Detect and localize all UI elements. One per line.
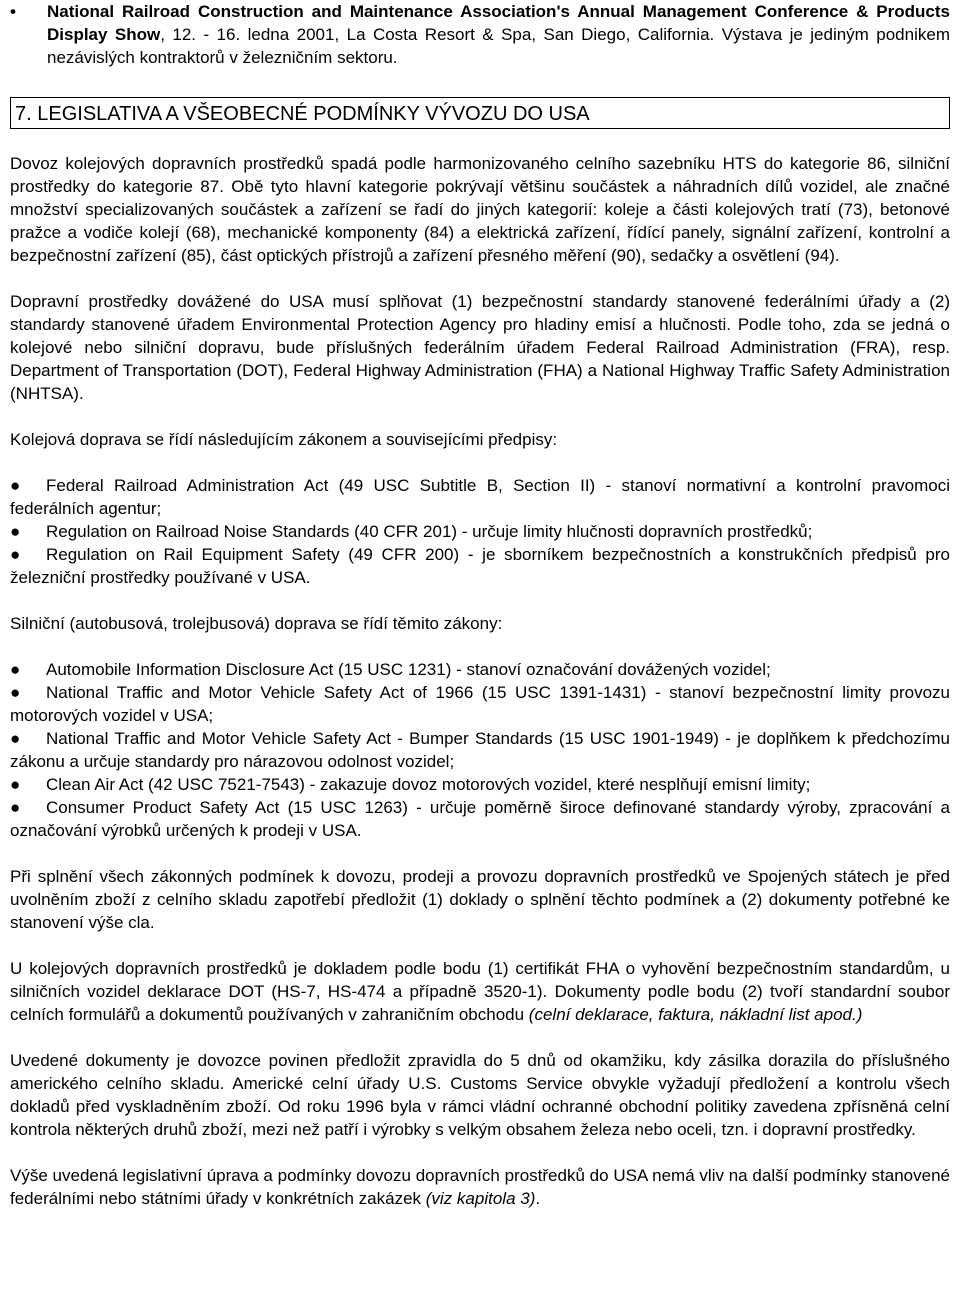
paragraph-road-intro: Silniční (autobusová, trolejbusová) doprava se řídí těmito zákony: bbox=[10, 614, 503, 633]
document-page bbox=[10, 0, 950, 1210]
section-heading: 7. LEGISLATIVA A VŠEOBECNÉ PODMÍNKY VÝVOZU DO USA bbox=[10, 97, 950, 129]
list-item: ● Clean Air Act (42 USC 7521-7543) - zakazuje dovoz motorových vozidel, které nesplňují emisní limity; bbox=[10, 775, 811, 794]
paragraph-clearance: Při splnění všech zákonných podmínek k dovozu, prodeji a provozu dopravních prostředků ve Spojených státech je před uvolněním zboží z celního skladu zapotřebí předložit (1) doklady o splnění těchto podmínek a (2) dokumenty potřebné ke stanovení výše cla. bbox=[10, 867, 950, 932]
intro-event-name: National Railroad Construction and Maintenance Association's Annual Management Conference & Products Display Show bbox=[47, 2, 950, 44]
intro-bullet: • bbox=[10, 2, 16, 21]
rail-law-list bbox=[10, 474, 950, 589]
bullet-icon: ● bbox=[10, 729, 21, 748]
paragraph-standards: Dopravní prostředky dovážené do USA musí splňovat (1) bezpečnostní standardy stanovené federálními úřady a (2) standardy stanovené úřadem Environmental Protection Agency pro hladiny emisí a hlučnosti. Podle toho, zda se jedná o kolejové nebo silniční dopravu, bude příslušných federálním úřadem Federal Railroad Administration (FRA), resp. Department of Transportation (DOT), Federal Highway Administration (FHA) a National Highway Traffic Safety Administration (NHTSA). bbox=[10, 292, 950, 403]
bullet-icon: ● bbox=[10, 798, 21, 817]
intro-event-details: , 12. - 16. ledna 2001, La Costa Resort & Spa, San Diego, California. Výstava je jediným podnikem nezávislých kontraktorů v železničním sektoru. bbox=[47, 25, 950, 67]
bullet-icon: ● bbox=[10, 660, 21, 679]
intro-event-item bbox=[10, 0, 950, 69]
list-item: ● Federal Railroad Administration Act (49 USC Subtitle B, Section II) - stanoví normativní a kontrolní pravomoci federálních agentur; bbox=[10, 476, 950, 518]
bullet-icon: ● bbox=[10, 683, 21, 702]
paragraph-customs: Uvedené dokumenty je dovozce povinen předložit zpravidla do 5 dnů od okamžiku, kdy zásilka dorazila do příslušného amerického celního skladu. Americké celní úřady U.S. Customs Service obvykle vyžadují předložení a kontrolu všech dokladů před vyskladněním zboží. Od roku 1996 byla v rámci vládní ochranné obchodní politiky zavedena zpřísněná celní kontrola některých druhů zboží, mezi než patří i výrobky s velkým obsahem železa nebo oceli, tzn. i dopravní prostředky. bbox=[10, 1051, 950, 1139]
list-item: ● Automobile Information Disclosure Act (15 USC 1231) - stanoví označování dovážených vozidel; bbox=[10, 660, 771, 679]
paragraph-final: Výše uvedená legislativní úprava a podmínky dovozu dopravních prostředků do USA nemá vliv na další podmínky stanovené federálními nebo státními úřady v konkrétních zakázek (viz kapitola 3). bbox=[10, 1166, 950, 1208]
chapter-reference: (viz kapitola 3) bbox=[425, 1189, 536, 1208]
paragraph-documents: U kolejových dopravních prostředků je dokladem podle bodu (1) certifikát FHA o vyhovění bezpečnostním standardům, u silničních vozidel deklarace DOT (HS-7, HS-474 a případně 3520-1). Dokumenty podle bodu (2) tvoří standardní soubor celních formulářů a dokumentů používaných v zahraničním obchodu (celní deklarace, faktura, nákladní list apod.) bbox=[10, 959, 950, 1024]
list-item: ● Consumer Product Safety Act (15 USC 1263) - určuje poměrně široce definované standardy výroby, zpracování a označování výrobků určených k prodeji v USA. bbox=[10, 798, 950, 840]
documents-italic-note: (celní deklarace, faktura, nákladní list apod.) bbox=[528, 1005, 863, 1024]
bullet-icon: ● bbox=[10, 775, 21, 794]
paragraph-import-categories: Dovoz kolejových dopravních prostředků spadá podle harmonizovaného celního sazebníku HTS do kategorie 86, silniční prostředky do kategorie 87. Obě tyto hlavní kategorie pokrývají většinu součástek a náhradních dílů vozidel, ale značné množství specializovaných součástek a zařízení se řadí do jiných kategorií: koleje a části kolejových tratí (73), betonové pražce a vodiče kolejí (68), mechanické komponenty (84) a elektrická zařízení, řídící panely, signální zařízení, kontrolní a bezpečnostní zařízení (85), část optických přístrojů a zařízení přesného měření (90), sedačky a osvětlení (94). bbox=[10, 154, 950, 265]
list-item: ● Regulation on Railroad Noise Standards (40 CFR 201) - určuje limity hlučnosti dopravních prostředků; bbox=[10, 522, 813, 541]
list-item: ● National Traffic and Motor Vehicle Safety Act of 1966 (15 USC 1391-1431) - stanoví bezpečnostní limity provozu motorových vozidel v USA; bbox=[10, 683, 950, 725]
road-law-list bbox=[10, 658, 950, 842]
list-item: ● Regulation on Rail Equipment Safety (49 CFR 200) - je sborníkem bezpečnostních a konstrukčních předpisů pro železniční prostředky používané v USA. bbox=[10, 545, 950, 587]
paragraph-rail-intro: Kolejová doprava se řídí následujícím zákonem a souvisejícími předpisy: bbox=[10, 430, 558, 449]
bullet-icon: ● bbox=[10, 545, 21, 564]
bullet-icon: ● bbox=[10, 476, 21, 495]
list-item: ● National Traffic and Motor Vehicle Safety Act - Bumper Standards (15 USC 1901-1949) - je doplňkem k předchozímu zákonu a určuje standardy pro nárazovou odolnost vozidel; bbox=[10, 729, 950, 771]
bullet-icon: ● bbox=[10, 522, 21, 541]
